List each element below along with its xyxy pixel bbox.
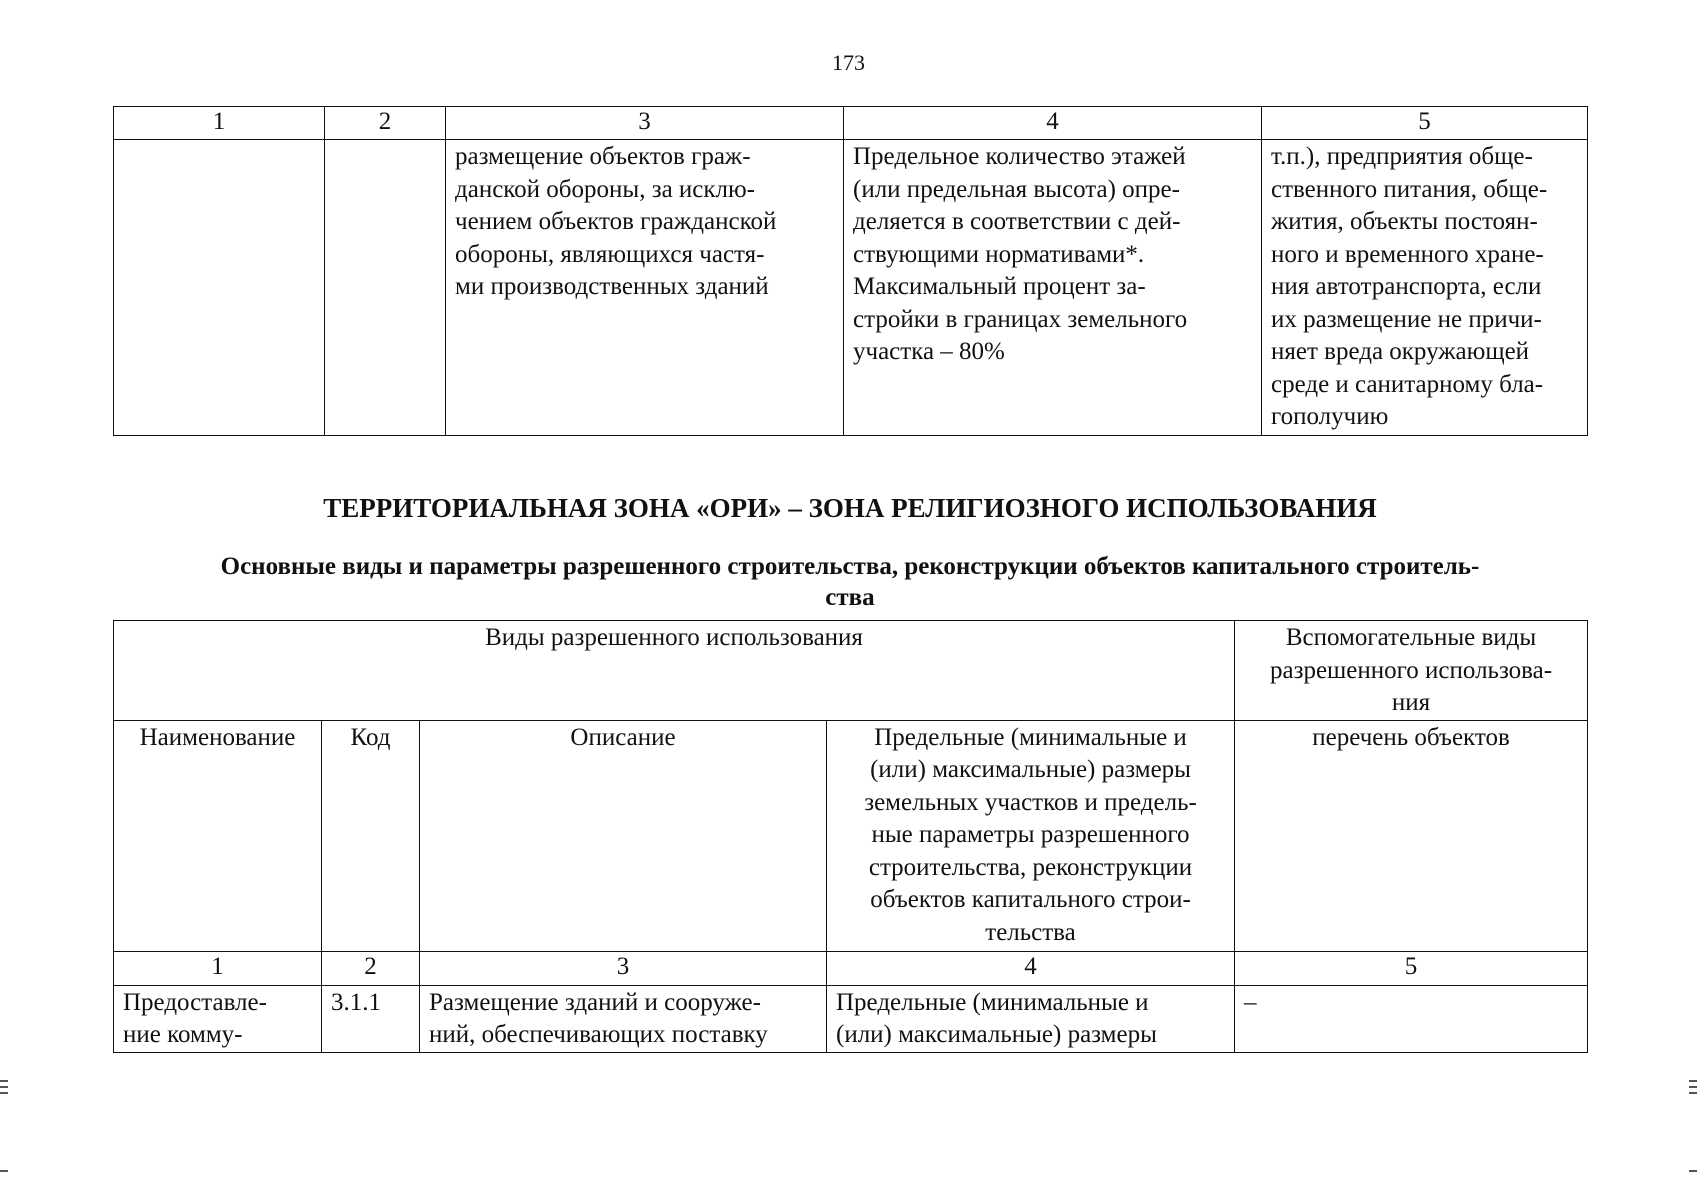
cell-limits: Предельные (минимальные и (или) максимальные) размеры: [827, 985, 1235, 1052]
cell-name: [114, 140, 325, 436]
scan-edge-mark-right: [1689, 1080, 1697, 1082]
cell-description: Размещение зданий и сооруже- ний, обеспечивающих поставку: [420, 985, 827, 1052]
cell-code: 3.1.1: [322, 985, 420, 1052]
scan-edge-mark-left: [0, 1170, 8, 1172]
scan-edge-mark-right: [1689, 1092, 1697, 1094]
cell-name: Предоставле- ние комму-: [114, 985, 322, 1052]
column-number-2: 2: [322, 951, 420, 985]
table-header-row: [114, 107, 1588, 140]
header-description: Описание: [420, 720, 827, 951]
group-header-row: [114, 621, 1588, 721]
column-number-4: 4: [827, 951, 1235, 985]
column-number-1: 1: [114, 951, 322, 985]
column-header-row: [114, 720, 1588, 951]
cell-limits: Предельное количество этажей (или предельная высота) опре- деляется в соответствии с дей- ствующими нормативами*. Максимальный процент за- стройки в границах земельного участка – 80%: [844, 140, 1262, 436]
section-title: Основные виды и параметры разрешенного строительства, реконструкции объектов капитального строитель- ства: [220, 553, 1480, 611]
main-table: [113, 620, 1588, 1053]
column-number-4: 4: [844, 107, 1262, 140]
continuation-table: [113, 106, 1588, 436]
zone-title: ТЕРРИТОРИАЛЬНАЯ ЗОНА «ОРИ» – ЗОНА РЕЛИГИОЗНОГО ИСПОЛЬЗОВАНИЯ: [323, 493, 1377, 523]
scan-edge-mark-left: [0, 1080, 8, 1082]
column-number-3: 3: [420, 951, 827, 985]
column-number-5: 5: [1235, 951, 1588, 985]
scan-edge-mark-right: [1689, 1086, 1697, 1088]
table-row: [114, 140, 1588, 436]
column-number-1: 1: [114, 107, 325, 140]
column-number-row: [114, 951, 1588, 985]
scan-edge-mark-right: [1689, 1170, 1697, 1172]
cell-objects: –: [1235, 985, 1588, 1052]
cell-description: размещение объектов граж- данской обороны, за исклю- чением объектов гражданской обороны, являющихся частя- ми производственных зданий: [446, 140, 844, 436]
header-limits: Предельные (минимальные и (или) максимальные) размеры земельных участков и предель- ные параметры разрешенного строительства, реконструкции объектов капитального строи- тельства: [827, 720, 1235, 951]
auxiliary-uses-header: Вспомогательные виды разрешенного использова- ния: [1235, 621, 1588, 721]
cell-code: [325, 140, 446, 436]
scan-edge-mark-left: [0, 1092, 8, 1094]
permitted-uses-header: Виды разрешенного использования: [114, 621, 1235, 721]
column-number-5: 5: [1262, 107, 1588, 140]
column-number-3: 3: [446, 107, 844, 140]
header-objects: перечень объектов: [1235, 720, 1588, 951]
scan-edge-mark-left: [0, 1086, 8, 1088]
header-name: Наименование: [114, 720, 322, 951]
page-number: 173: [832, 50, 865, 75]
header-code: Код: [322, 720, 420, 951]
column-number-2: 2: [325, 107, 446, 140]
cell-objects: т.п.), предприятия обще- ственного питания, обще- жития, объекты постоян- ного и временного хране- ния автотранспорта, если их размещение не причи- няет вреда окружающей среде и санитарному бла- гополучию: [1262, 140, 1588, 436]
table-row: [114, 985, 1588, 1052]
